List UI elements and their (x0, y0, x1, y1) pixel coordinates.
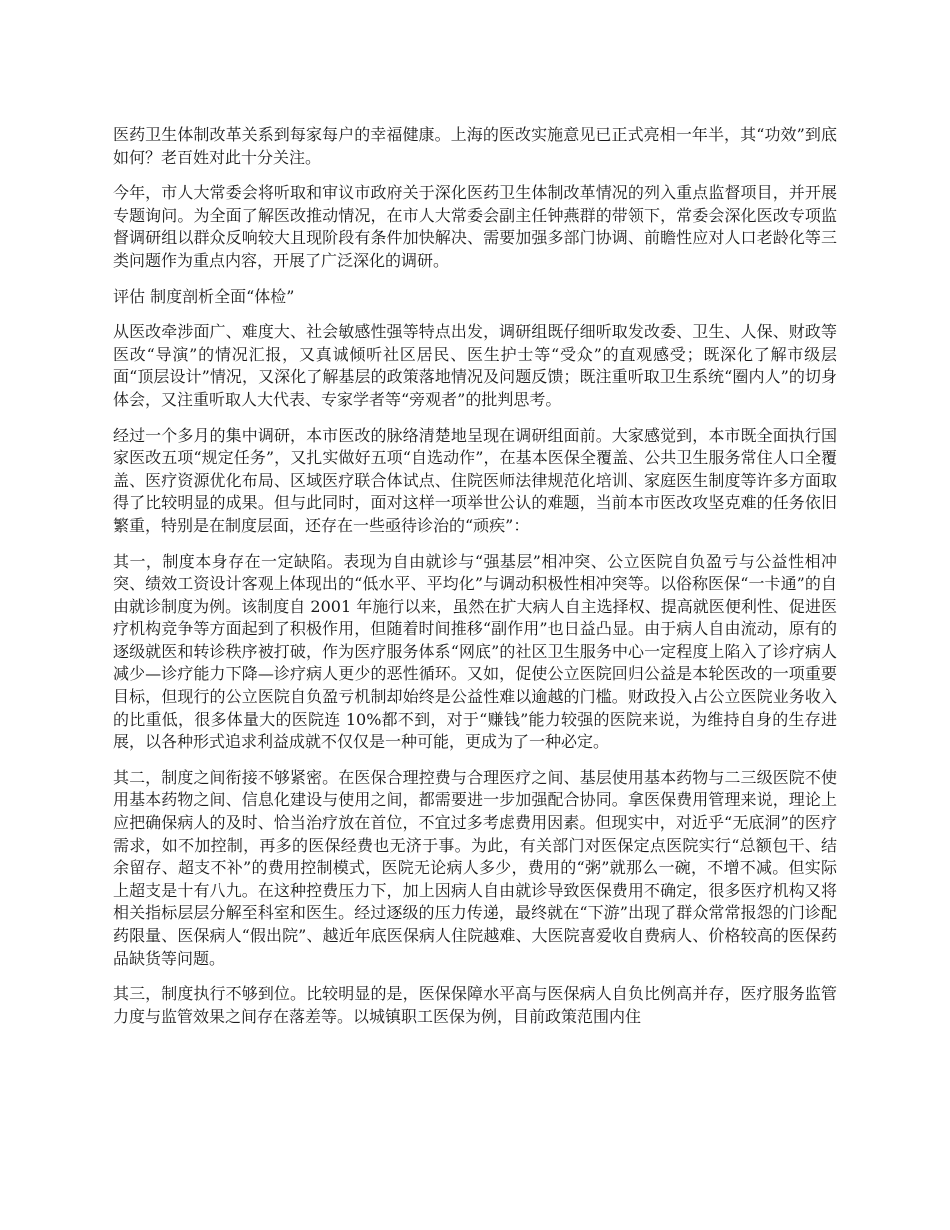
intro-paragraph: 医药卫生体制改革关系到每家每户的幸福健康。上海的医改实施意见已正式亮相一年半，其“功效”到底如何？老百姓对此十分关注。 (113, 125, 837, 167)
issue-two-paragraph: 其二，制度之间衔接不够紧密。在医保合理控费与合理医疗之间、基层使用基本药物与二三级医院不使用基本药物之间、信息化建设与使用之间，都需要进一步加强配合协同。拿医保费用管理来说，理论上应把确保病人的及时、恰当治疗放在首位，不宜过多考虑费用因素。但现实中，对近乎“无底洞”的医疗需求，如不加控制，再多的医保经费也无济于事。为此，有关部门对医保定点医院实行“总额包干、结余留存、超支不补”的费用控制模式，医院无论病人多少，费用的“粥”就那么一碗，不增不减。但实际上超支是十有八九。在这种控费压力下，加上因病人自由就诊导致医保费用不确定，很多医疗机构又将相关指标层层分解至科室和医生。经过逐级的压力传递，最终就在“下游”出现了群众常常报怨的门诊配药限量、医保病人“假出院”、越近年底医保病人住院越难、大医院喜爱收自费病人、价格较高的医保药品缺货等问题。 (113, 767, 837, 968)
background-paragraph: 今年，市人大常委会将听取和审议市政府关于深化医药卫生体制改革情况的列入重点监督项目，并开展专题询问。为全面了解医改推动情况，在市人大常委会副主任钟燕群的带领下，常委会深化医改专项监督调研组以群众反响较大且现阶段有条件加快解决、需要加强多部门协调、前瞻性应对人口老龄化等三类问题作为重点内容，开展了广泛深化的调研。 (113, 183, 837, 270)
document-page (113, 124, 837, 1041)
findings-paragraph: 经过一个多月的集中调研，本市医改的脉络清楚地呈现在调研组面前。大家感觉到，本市既全面执行国家医改五项“规定任务”，又扎实做好五项“自选动作”，在基本医保全覆盖、公共卫生服务常住人口全覆盖、医疗资源优化布局、区域医疗联合体试点、住院医师法律规范化培训、家庭医生制度等许多方面取得了比较明显的成果。但与此同时，面对这样一项举世公认的难题，当前本市医改攻坚克难的任务依旧繁重，特别是在制度层面，还存在一些亟待诊治的“顽疾”： (113, 425, 837, 535)
method-paragraph: 从医改牵涉面广、难度大、社会敏感性强等特点出发，调研组既仔细听取发改委、卫生、人保、财政等医改“导演”的情况汇报，又真诚倾听社区居民、医生护士等“受众”的直观感受；既深化了解市级层面“顶层设计”情况，又深化了解基层的政策落地情况及问题反馈；既注重听取卫生系统“圈内人”的切身体会，又注重听取人大代表、专家学者等“旁观者”的批判思考。 (113, 322, 837, 409)
issue-one-paragraph: 其一，制度本身存在一定缺陷。表现为自由就诊与“强基层”相冲突、公立医院自负盈亏与公益性相冲突、绩效工资设计客观上体现出的“低水平、平均化”与调动积极性相冲突等。以俗称医保“一卡通”的自由就诊制度为例。该制度自 2001 年施行以来，虽然在扩大病人自主选择权、提高就医便利性、促进医疗机构竞争等方面起到了积极作用，但随着时间推移“副作用”也日益凸显。由于病人自由流动，原有的逐级就医和转诊秩序被打破，作为医疗服务体系“网底”的社区卫生服务中心一定程度上陷入了诊疗病人减少—诊疗能力下降—诊疗病人更少的恶性循环。又如，促使公立医院回归公益是本轮医改的一项重要目标，但现行的公立医院自负盈亏机制却始终是公益性难以逾越的门槛。财政投入占公立医院业务收入的比重低，很多体量大的医院连 10%都不到，对于“赚钱”能力较强的医院来说，为维持自身的生存进展，以各种形式追求利益成就不仅仅是一种可能，更成为了一种必定。 (113, 551, 837, 752)
issue-three-paragraph: 其三，制度执行不够到位。比较明显的是，医保保障水平高与医保病人自负比例高并存，医疗服务监管力度与监管效果之间存在落差等。以城镇职工医保为例，目前政策范围内住 (113, 984, 837, 1026)
section-heading: 评估 制度剖析全面“体检” (113, 286, 295, 306)
